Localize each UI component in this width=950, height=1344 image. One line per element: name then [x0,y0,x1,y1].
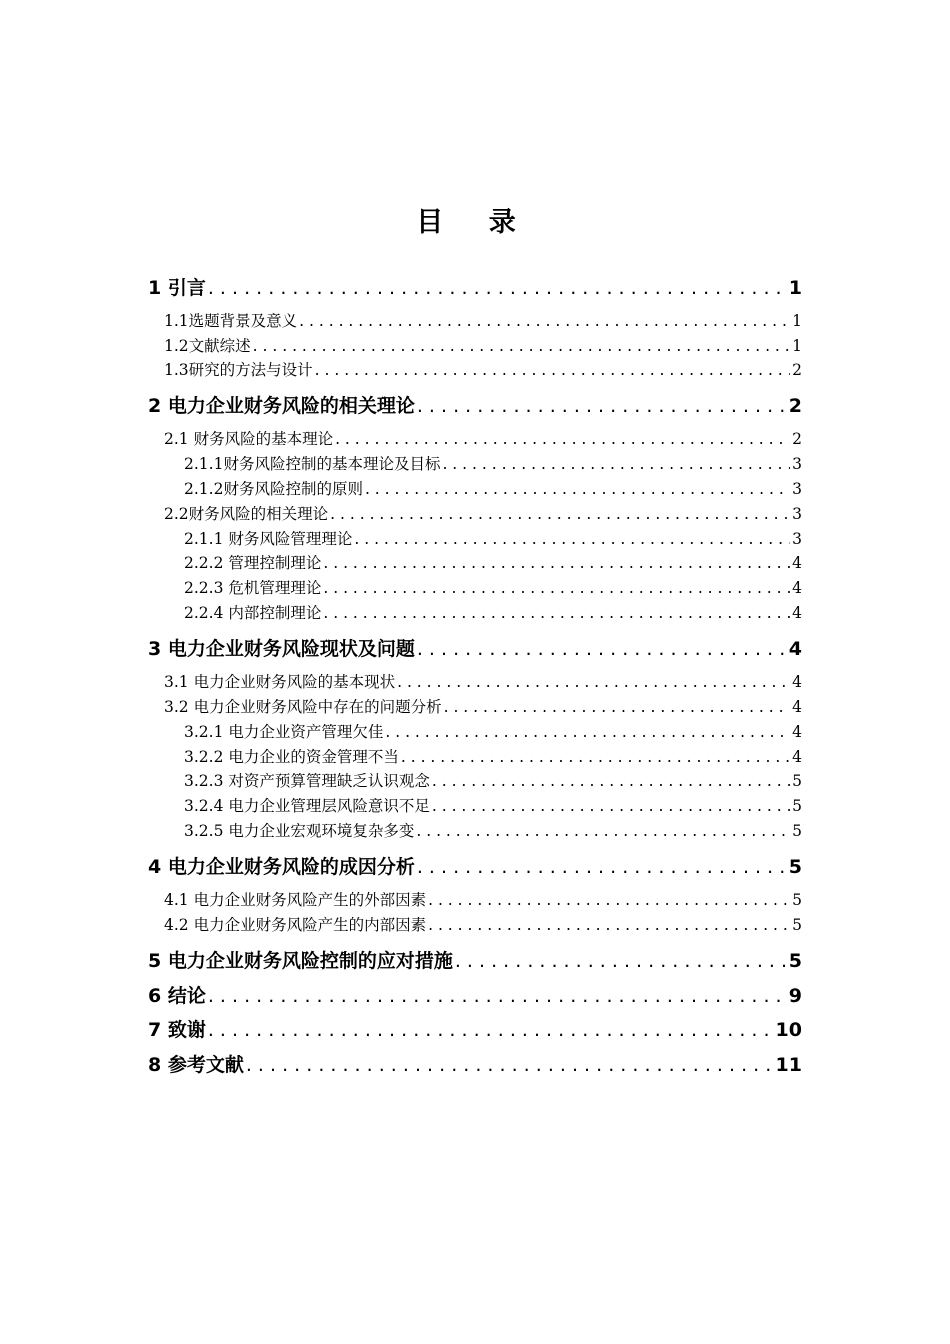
toc-entry-label: 3.2.2 电力企业的资金管理不当 [184,748,399,766]
toc-entry-label: 5 电力企业财务风险控制的应对措施 [148,950,453,972]
toc-entry[interactable] [184,746,802,768]
toc-entry[interactable] [148,636,802,662]
toc-page-number: 4 [788,638,802,660]
toc-page-number: 3 [792,505,802,523]
toc-page-number: 1 [792,337,802,355]
toc-entry[interactable] [164,914,802,936]
toc-leader-dots [365,478,790,500]
toc-entry[interactable] [184,602,802,624]
toc-leader-dots [246,1052,774,1078]
toc-leader-dots [417,854,787,880]
toc-leader-dots [432,795,790,817]
toc-page-number: 2 [788,395,802,417]
toc-entry[interactable] [184,795,802,817]
toc-entry-label: 4.2 电力企业财务风险产生的内部因素 [164,916,427,934]
toc-leader-dots [299,310,790,332]
toc-page-number: 3 [792,480,802,498]
toc-entry[interactable] [148,1052,802,1078]
toc-entry[interactable] [164,359,802,381]
toc-entry[interactable] [184,820,802,842]
toc-entry-label: 1.2文献综述 [164,337,251,355]
toc-entry[interactable] [184,453,802,475]
toc-entry[interactable] [184,552,802,574]
toc-page-number: 3 [792,530,802,548]
toc-entry-label: 3.2.3 对资产预算管理缺乏认识观念 [184,772,430,790]
toc-entry[interactable] [184,577,802,599]
toc-leader-dots [397,671,790,693]
toc-leader-dots [417,393,787,419]
toc-page-number: 5 [792,916,802,934]
toc-entry[interactable] [148,854,802,880]
toc-entry-label: 7 致谢 [148,1019,206,1041]
toc-entry-label: 3.2 电力企业财务风险中存在的问题分析 [164,698,442,716]
toc-leader-dots [330,503,790,525]
toc-leader-dots [428,889,790,911]
toc-page-number: 4 [792,673,802,691]
toc-entry[interactable] [148,948,802,974]
toc-entry-label: 2.2.4 内部控制理论 [184,604,322,622]
toc-entry-label: 2.2.2 管理控制理论 [184,554,322,572]
toc-leader-dots [208,275,787,301]
toc-entry-label: 8 参考文献 [148,1054,244,1076]
toc-leader-dots [385,721,790,743]
toc-leader-dots [323,602,790,624]
toc-page-number: 9 [788,985,802,1007]
toc-leader-dots [354,528,790,550]
toc-entry-label: 1.1选题背景及意义 [164,312,298,330]
toc-leader-dots [442,453,790,475]
toc-entry-label: 3.2.5 电力企业宏观环境复杂多变 [184,822,415,840]
page-title: 目 录 [416,207,534,238]
toc-leader-dots [444,696,791,718]
toc-entry-label: 1 引言 [148,277,206,299]
toc-entry[interactable] [148,983,802,1009]
toc-page-number: 2 [792,430,802,448]
toc-page-number: 4 [792,579,802,597]
toc-entry-label: 1.3研究的方法与设计 [164,361,313,379]
toc-leader-dots [208,1017,774,1043]
toc-page-number: 4 [792,554,802,572]
toc-entry[interactable] [164,335,802,357]
toc-page-number: 5 [792,822,802,840]
toc-leader-dots [208,983,787,1009]
toc-entry[interactable] [184,528,802,550]
toc-entry-label: 2 电力企业财务风险的相关理论 [148,395,415,417]
toc-page-number: 4 [792,748,802,766]
toc-entry-label: 6 结论 [148,985,206,1007]
toc-entry-label: 3.2.1 电力企业资产管理欠佳 [184,723,384,741]
toc-entry[interactable] [164,889,802,911]
toc-entry[interactable] [164,310,802,332]
toc-page-number: 1 [788,277,802,299]
toc-page-number: 2 [792,361,802,379]
toc-page-number: 4 [792,698,802,716]
toc-entry-label: 2.2财务风险的相关理论 [164,505,329,523]
toc-entry-label: 2.1.1 财务风险管理理论 [184,530,353,548]
toc-page-number: 5 [792,797,802,815]
toc-leader-dots [253,335,790,357]
toc-entry[interactable] [164,503,802,525]
toc-entry[interactable] [164,696,802,718]
toc-page-number: 10 [775,1019,802,1041]
toc-entry-label: 2.1.2财务风险控制的原则 [184,480,363,498]
toc-leader-dots [323,552,790,574]
toc-page-number: 1 [792,312,802,330]
toc-entry-label: 2.2.3 危机管理理论 [184,579,322,597]
toc-page-number: 5 [792,772,802,790]
toc-entry-label: 2.1 财务风险的基本理论 [164,430,334,448]
toc-entry-label: 3 电力企业财务风险现状及问题 [148,638,415,660]
toc-page-number: 4 [792,723,802,741]
toc-entry-label: 3.1 电力企业财务风险的基本现状 [164,673,396,691]
toc-leader-dots [401,746,790,768]
toc-leader-dots [315,359,790,381]
toc-entry-label: 2.1.1财务风险控制的基本理论及目标 [184,455,441,473]
toc-page-number: 5 [788,950,802,972]
toc-entry-label: 4.1 电力企业财务风险产生的外部因素 [164,891,427,909]
toc-page-number: 5 [792,891,802,909]
toc-page-number: 5 [788,856,802,878]
toc-entry[interactable] [184,721,802,743]
toc-leader-dots [416,820,790,842]
toc-leader-dots [335,428,790,450]
toc-entry[interactable] [184,770,802,792]
toc-leader-dots [455,948,787,974]
toc-entry[interactable] [148,1017,802,1043]
toc-leader-dots [428,914,790,936]
toc-leader-dots [323,577,790,599]
toc-entry[interactable] [164,428,802,450]
toc-entry-label: 4 电力企业财务风险的成因分析 [148,856,415,878]
toc-entry-label: 3.2.4 电力企业管理层风险意识不足 [184,797,430,815]
toc-leader-dots [432,770,790,792]
toc-entry[interactable] [164,671,802,693]
toc-entry[interactable] [148,275,802,301]
toc-page-number: 3 [792,455,802,473]
toc-leader-dots [417,636,787,662]
toc-page-number: 4 [792,604,802,622]
toc-entry[interactable] [148,393,802,419]
toc-entry[interactable] [184,478,802,500]
toc-page-number: 11 [775,1054,802,1076]
